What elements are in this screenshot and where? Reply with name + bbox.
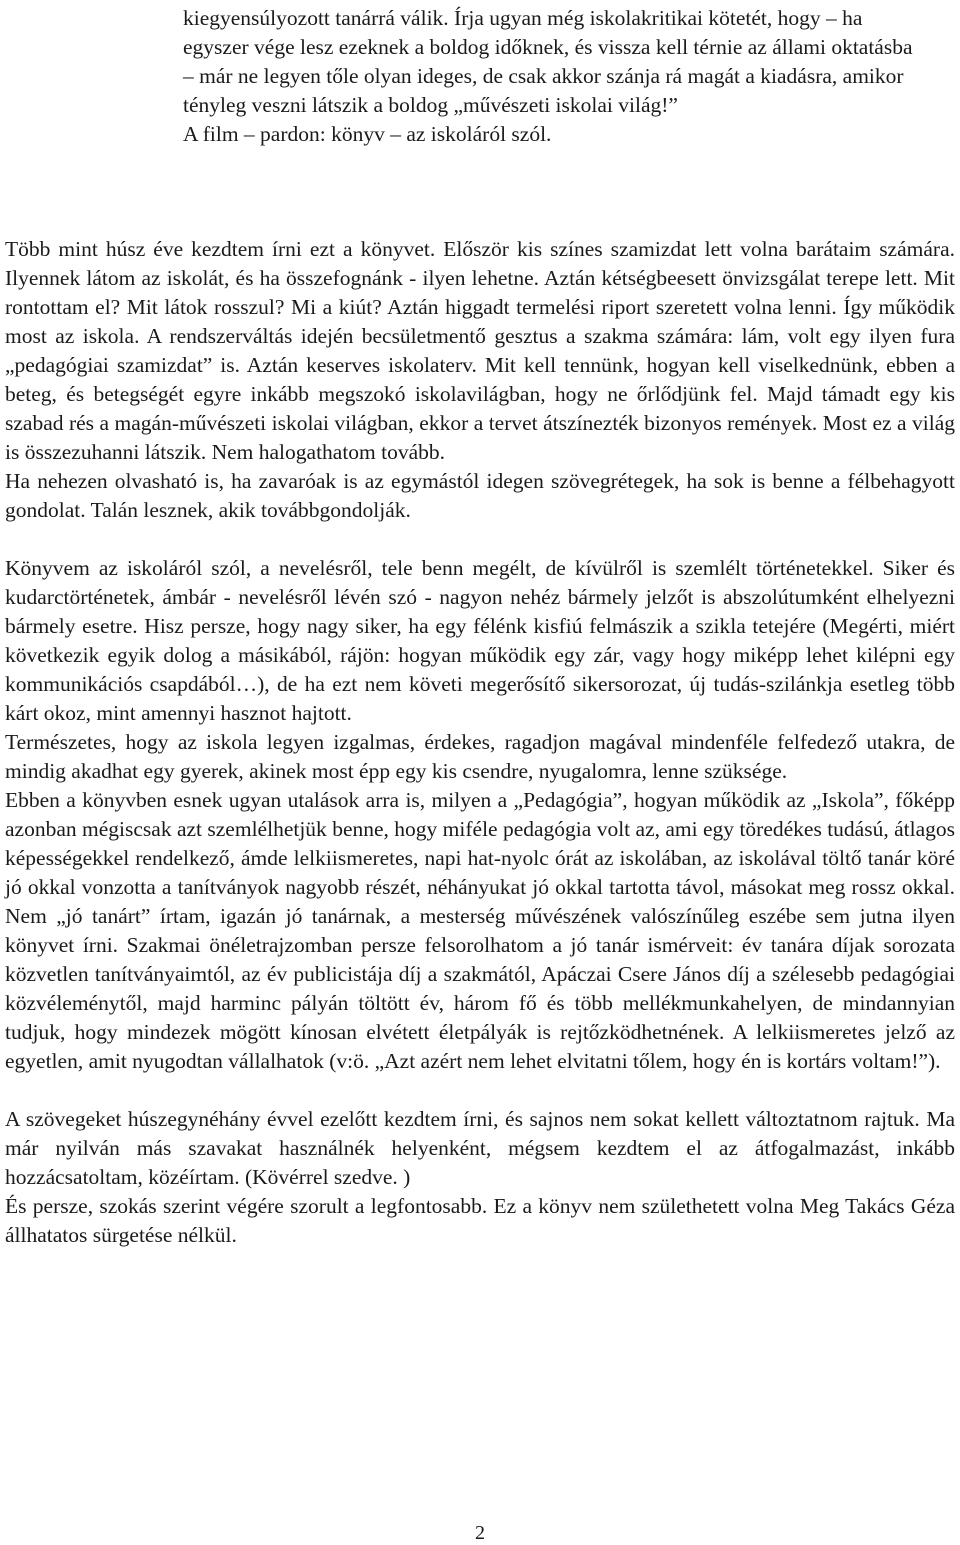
paragraph-spacer	[5, 1076, 955, 1105]
paragraph-spacer	[5, 525, 955, 554]
body-paragraph: Könyvem az iskoláról szól, a nevelésről, tele benn megélt, de kívülről is szemlélt történetekkel. Siker és kudarctörténetek, ámbár - nevelésről lévén szó - nagyon nehéz bármely jelzőt is abszolútumként elhelyezni bármely esetre. Hisz persze, hogy nagy siker, ha egy félénk kisfiú felmászik a szikla tetejére (Megérti, miért következik egyik dolog a másikából, rájön: hogyan működik egy zár, vagy hogy miképp lehet kilépni egy kommunikációs csapdából…), de ha ezt nem követi megerősítő sikersorozat, új tudás-szilánkja esetleg több kárt okoz, mint amennyi hasznot hajtott.	[5, 556, 955, 725]
body-text	[5, 235, 955, 1250]
intro-block	[183, 4, 928, 149]
body-paragraph: Természetes, hogy az iskola legyen izgalmas, érdekes, ragadjon magával mindenféle felfedező utakra, de mindig akadhat egy gyerek, akinek most épp egy kis csendre, nyugalomra, lenne szüksége.	[5, 730, 955, 783]
body-paragraph: Ebben a könyvben esnek ugyan utalások arra is, milyen a „Pedagógia”, hogyan működik az „Iskola”, főképp azonban mégiscsak azt szemlélhetjük benne, hogy miféle pedagógia volt az, ami egy töredékes tudású, átlagos képességekkel rendelkező, ámde lelkiismeretes, napi hat-nyolc órát az iskolában, az iskolával töltő tanár köré jó okkal vonzotta a tanítványok nagyobb részét, néhányukat jó okkal tartotta távol, másokat meg rossz okkal. Nem „jó tanárt” írtam, igazán jó tanárnak, a mesterség művészének valószínűleg eszébe sem jutna ilyen könyvet írni. Szakmai önéletrajzomban persze felsorolhatom a jó tanár ismérveit: év tanára díjak sorozata közvetlen tanítványaimtól, az év publicistája díj a szakmától, Apáczai Csere János díj a szélesebb pedagógiai közvéleménytől, majd harminc pályán töltött év, három fő és több mellékmunkahelyen, de mindannyian tudjuk, hogy mindezek mögött kínosan elvétett életpályák is rejtőzködhetnének. A lelkiismeretes jelző az egyetlen, amit nyugodtan vállalhatok (v:ö. „Azt azért nem lehet elvitatni tőlem, hogy én is kortárs voltam!”).	[5, 788, 955, 1073]
body-paragraph: Több mint húsz éve kezdtem írni ezt a könyvet. Először kis színes szamizdat lett volna barátaim számára. Ilyennek látom az iskolát, és ha összefognánk - ilyen lehetne. Aztán kétségbeesett önvizsgálat terepe lett. Mit rontottam el? Mit látok rosszul? Mi a kiút? Aztán higgadt termelési riport szeretett volna lenni. Így működik most az iskola. A rendszerváltás idején becsületmentő gesztus a szakma számára: lám, volt egy ilyen fura „pedagógiai szamizdat” is. Aztán keserves iskolaterv. Mit kell tennünk, hogyan kell viselkednünk, ebben a beteg, és betegségét egyre inkább megszokó iskolavilágban, hogy ne őrlődjünk fel. Majd támadt egy kis szabad rés a magán-művészeti iskolai világban, ekkor a tervet átszínezték bizonyos remények. Most ez a világ is összezuhanni látszik. Nem halogathatom tovább.	[5, 237, 955, 464]
body-paragraph: És persze, szokás szerint végére szorult a legfontosabb. Ez a könyv nem születhetett volna Meg Takács Géza állhatatos sürgetése nélkül.	[5, 1194, 955, 1247]
body-paragraph: Ha nehezen olvasható is, ha zavaróak is az egymástól idegen szövegrétegek, ha sok is benne a félbehagyott gondolat. Talán lesznek, akik továbbgondolják.	[5, 469, 955, 522]
page-number: 2	[475, 1522, 485, 1544]
body-paragraph: A szövegeket húszegynéhány évvel ezelőtt kezdtem írni, és sajnos nem sokat kellett változtatnom rajtuk. Ma már nyilván más szavakat használnék helyenként, mégsem kezdtem el az átfogalmazást, inkább hozzácsatoltam, közéírtam. (Kövérrel szedve. )	[5, 1107, 955, 1189]
intro-paragraph: A film – pardon: könyv – az iskoláról szól.	[183, 122, 552, 146]
intro-paragraph: kiegyensúlyozott tanárrá válik. Írja ugyan még iskolakritikai kötetét, hogy – ha egyszer vége lesz ezeknek a boldog időknek, és vissza kell térnie az állami oktatásba – már ne legyen tőle olyan ideges, de csak akkor szánja rá magát a kiadásra, amikor tényleg veszni látszik a boldog „művészeti iskolai világ!”	[183, 6, 913, 117]
